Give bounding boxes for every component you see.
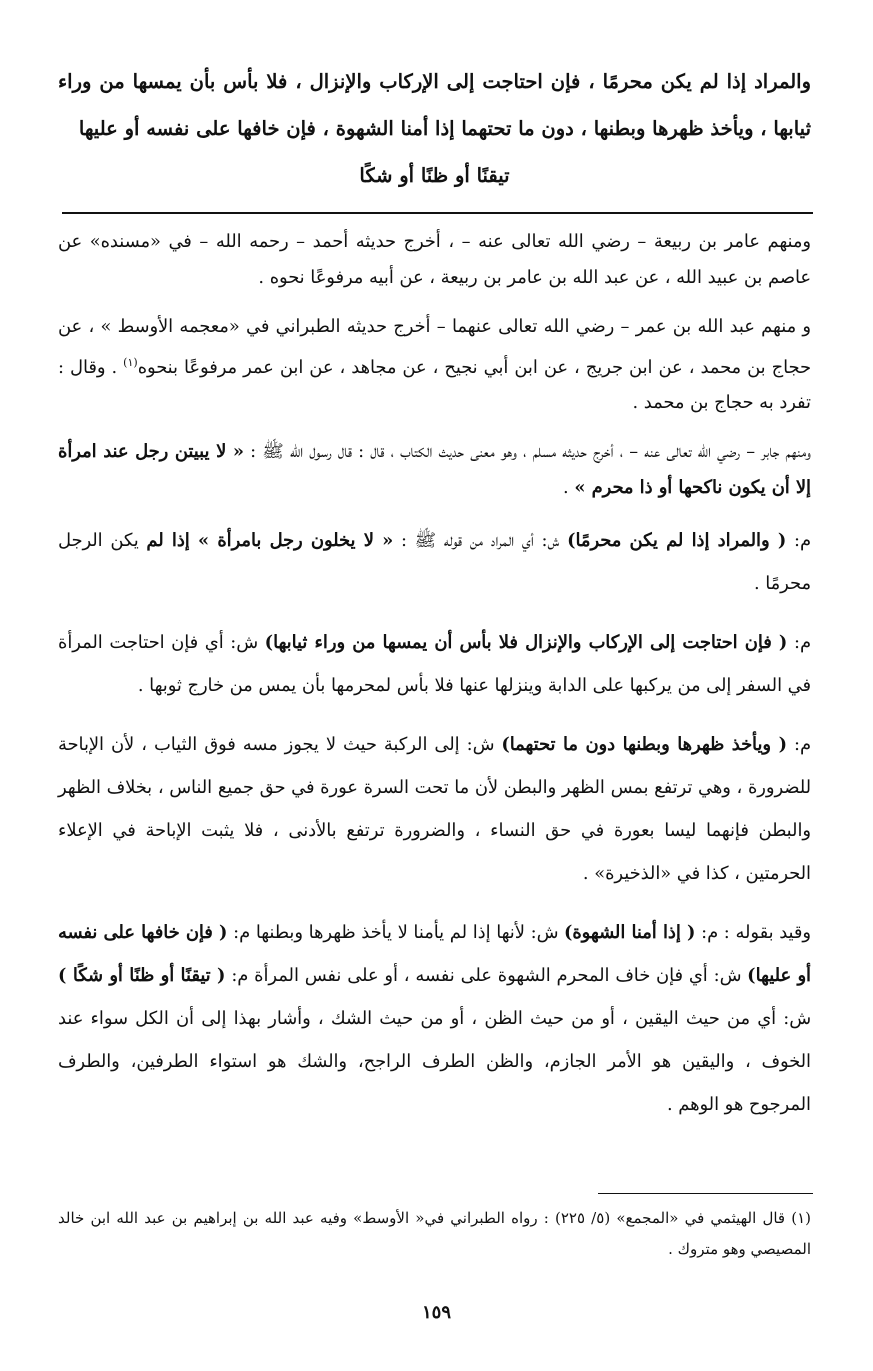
footnote	[58, 1203, 811, 1265]
commentary-section	[58, 224, 811, 1142]
paragraph-text: م:	[786, 734, 811, 756]
matn-quote: ( والمراد إذا لم يكن محرمًا)	[567, 530, 787, 552]
page-number: ١٥٩	[421, 1302, 451, 1323]
paragraph-text: ومنهم جابر – رضي الله تعالى عنه – ، أخرج حديثه مسلم ، وهو معنى حديث الكتاب ، قال : قال رسول الله ﷺ :	[244, 441, 811, 463]
paragraph-text: ش: أي من حيث اليقين ، أو من حيث الظن ، أو من حيث الشك ، وأشار بهذا إلى أن الكل سواء عند الخوف ، واليقين هو الأمر الجازم، والظن الطرف الراجح، والشك هو استواء الطرفين، والطرف المرجوح هو الوهم .	[58, 1008, 811, 1116]
paragraph-text: ومنهم عامر بن ربيعة – رضي الله تعالى عنه – ، أخرج حديثه أحمد – رحمه الله – في «مسنده» عن عاصم بن عبيد الله ، عن عبد الله بن عامر بن ربيعة ، عن أبيه مرفوعًا نحوه .	[58, 231, 811, 288]
paragraph-text: م:	[787, 632, 811, 654]
paragraph-text: ش: أي المراد من قوله ﷺ :	[393, 530, 568, 552]
matn-quote: ( ويأخذ ظهرها وبطنها دون ما تحتهما)	[501, 734, 787, 756]
matn-body: والمراد إذا لم يكن محرمًا ، فإن احتاجت إلى الإركاب والإنزال ، فلا بأس بأن يمسها من وراء ثيابها ، ويأخذ ظهرها وبطنها ، دون ما تحتهما إذا أمنا الشهوة ، فإن خافها على نفسه أو عليها	[58, 70, 811, 140]
matn-quote: ( إذا أمنا الشهوة)	[563, 922, 696, 944]
matn-separator-rule	[62, 212, 813, 214]
paragraph-text: م:	[786, 530, 811, 552]
commentary-paragraph-shahwa	[58, 911, 811, 1126]
footnote-reference[interactable]: (١)	[123, 355, 138, 369]
hadith-quote: « لا يخلون رجل بامرأة » إذا لم	[146, 530, 394, 552]
paragraph-text: .	[563, 476, 575, 498]
commentary-paragraph-ibn-umar	[58, 309, 811, 420]
commentary-paragraph-amir	[58, 224, 811, 295]
hadith-quote: « لا يبيتن رجل عند امرأة إلا أن يكون ناكحها أو ذا محرم »	[58, 441, 811, 498]
paragraph-text: وقيد بقوله : م:	[695, 922, 811, 944]
matn-text	[58, 58, 811, 199]
commentary-paragraph-irkab	[58, 621, 811, 707]
paragraph-text: ش: لأنها إذا لم يأمنا لا يأخذ ظهرها وبطنها م:	[227, 922, 564, 944]
paragraph-text: ش: إلى الركبة حيث لا يجوز مسه فوق الثياب ، لأن الإباحة للضرورة ، وهي ترتفع بمس الظهر والبطن لأن ما تحت السرة عورة في حق جميع الناس ، بخلاف الظهر والبطن فإنهما ليسا بعورة في حق النساء ، والضرورة ترتفع بالأدنى ، فلا يثبت الإباحة في الإعلاء الحرمتين ، كذا في «الذخيرة» .	[58, 734, 811, 885]
paragraph-text: و منهم عبد الله بن عمر – رضي الله تعالى عنهما – أخرج حديثه الطبراني في «معجمه الأوسط » ، عن حجاج بن محمد ، عن ابن جريج ، عن ابن أبي نجيح ، عن مجاهد ، عن ابن عمر مرفوعًا بنحوه	[58, 316, 811, 378]
commentary-paragraph-zahr	[58, 723, 811, 895]
matn-quote: ( فإن احتاجت إلى الإركاب والإنزال فلا بأس أن يمسها من وراء ثيابها)	[264, 632, 788, 654]
paragraph-text: ش: أي فإن احتاجت المرأة في السفر إلى من يركبها على الدابة وينزلها عنها فلا بأس لمحرمها بأن يمس من خارج ثوبها .	[58, 632, 811, 697]
matn-last-line: تيقنًا أو ظنًا أو شكًا	[359, 164, 510, 187]
matn-quote: ( فإن خافها على نفسه أو عليها)	[58, 922, 811, 987]
footnote-separator-rule	[598, 1193, 813, 1194]
commentary-paragraph-jabir	[58, 434, 811, 505]
paragraph-text: يكن الرجل محرمًا .	[58, 530, 811, 595]
paragraph-text: ش: أي فإن خاف المحرم الشهوة على نفسه ، أو على نفس المرأة م:	[225, 965, 748, 987]
paragraph-text: . وقال : تفرد به حجاج بن محمد .	[58, 356, 811, 413]
footnote-text: (١) قال الهيثمي في «المجمع» (٥/ ٢٢٥) : رواه الطبراني في« الأوسط» وفيه عبد الله بن إبراهيم بن عبد الله ابن خالد المصيصي وهو متروك .	[58, 1209, 812, 1258]
matn-quote: ( تيقنًا أو ظنًا أو شكًا )	[58, 965, 226, 987]
commentary-paragraph-mahram	[58, 519, 811, 605]
